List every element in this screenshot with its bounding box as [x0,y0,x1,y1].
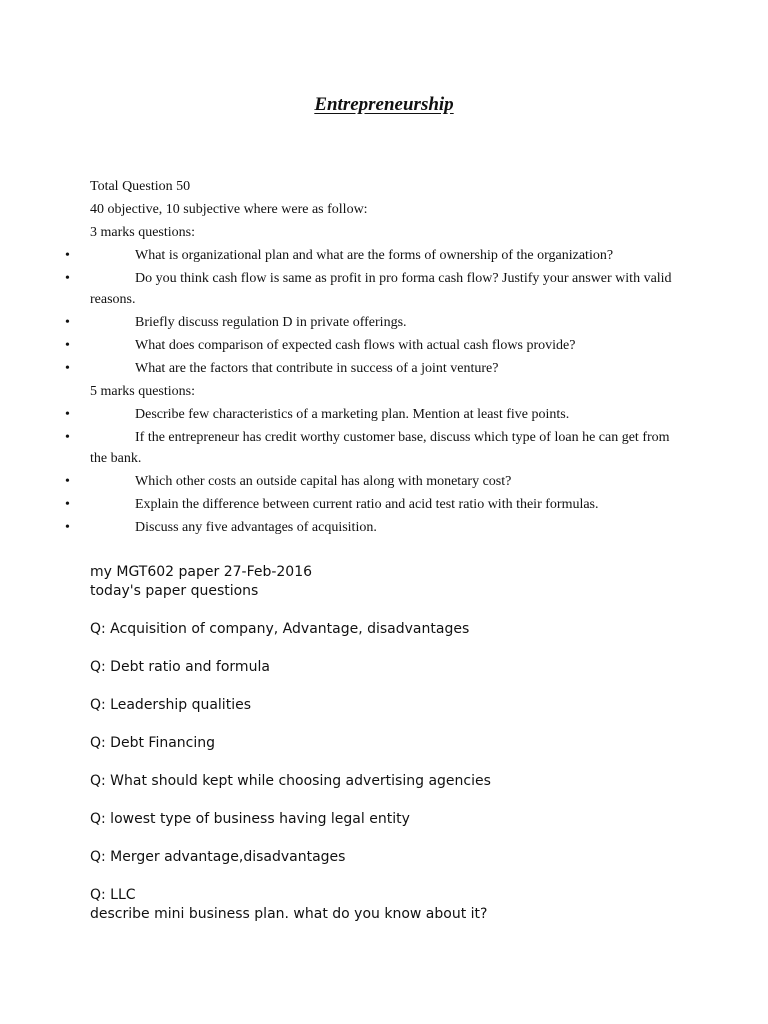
document-title: Entrepreneurship [314,94,454,115]
paper-question: Q: Leadership qualities [90,697,251,713]
paper-question: Q: What should kept while choosing advertising agencies [90,773,491,789]
list-item [65,471,690,492]
exam-summary-section [0,176,768,540]
five-marks-question-list [0,404,768,538]
bullet-icon: • [65,474,70,489]
question-text: What is organizational plan and what are the forms of ownership of the organization? [135,248,614,263]
paper-question: Q: Debt Financing [90,735,216,751]
question-text: Which other costs an outside capital has along with monetary cost? [135,474,512,489]
bullet-icon: • [65,271,70,286]
bullet-icon: • [65,430,70,445]
bullet-icon: • [65,338,70,353]
question-text: What does comparison of expected cash flows with actual cash flows provide? [135,338,576,353]
bullet-icon: • [65,407,70,422]
list-item [65,494,690,515]
total-question-line: Total Question 50 [90,179,191,194]
list-item [65,404,690,425]
three-marks-question-list [0,245,768,379]
question-breakdown-line: 40 objective, 10 subjective where were as follow: [90,202,368,217]
question-text: Briefly discuss regulation D in private offerings. [135,315,407,330]
paper-question: Q: lowest type of business having legal entity [90,811,410,827]
list-item [65,245,690,266]
question-text: What are the factors that contribute in success of a joint venture? [135,361,499,376]
question-text: Describe few characteristics of a marketing plan. Mention at least five points. [135,407,570,422]
paper-closing-line: describe mini business plan. what do you know about it? [90,906,488,922]
paper-heading: my MGT602 paper 27-Feb-2016 [90,564,313,580]
paper-question: Q: LLC [90,887,136,903]
list-item [65,358,690,379]
list-item [65,335,690,356]
bullet-icon: • [65,497,70,512]
bullet-icon: • [65,520,70,535]
paper-questions-section [90,563,730,924]
bullet-icon: • [65,248,70,263]
list-item [65,268,690,310]
bullet-icon: • [65,361,70,376]
paper-question: Q: Debt ratio and formula [90,659,270,675]
five-marks-heading: 5 marks questions: [90,384,195,399]
paper-subheading: today's paper questions [90,583,259,599]
list-item [65,517,690,538]
list-item [65,312,690,333]
three-marks-heading: 3 marks questions: [90,225,195,240]
question-text: Discuss any five advantages of acquisition. [135,520,377,535]
bullet-icon: • [65,315,70,330]
question-text: If the entrepreneur has credit worthy customer base, discuss which type of loan he can get from the bank. [90,430,670,466]
list-item [65,427,690,469]
paper-question: Q: Merger advantage,disadvantages [90,849,346,865]
question-text: Explain the difference between current ratio and acid test ratio with their formulas. [135,497,599,512]
question-text: Do you think cash flow is same as profit in pro forma cash flow? Justify your answer with valid reasons. [90,271,672,307]
paper-question: Q: Acquisition of company, Advantage, disadvantages [90,621,470,637]
